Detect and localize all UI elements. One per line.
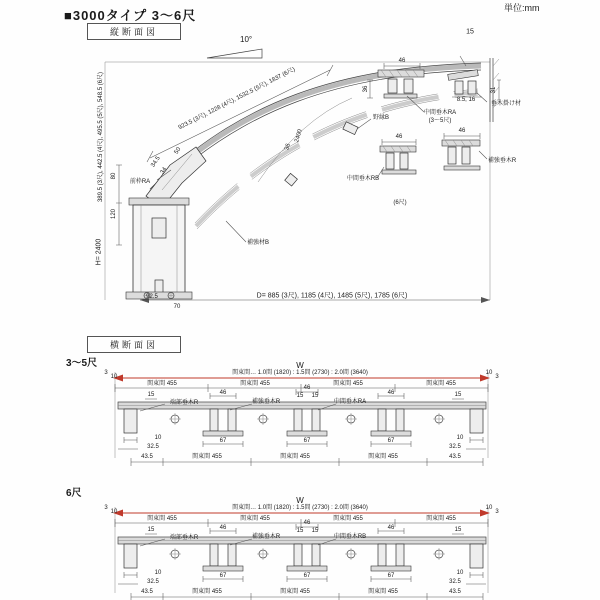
dim-46-left: 46 — [219, 390, 227, 396]
height-dim: H= 2400 — [95, 238, 103, 266]
seg-dim-3: 関東間 455 — [333, 381, 363, 387]
dim-10-right-6: 10 — [456, 570, 464, 576]
w-dim-label: W — [296, 361, 304, 370]
dim-46-mid: 46 — [303, 385, 311, 391]
seg-dim-4-6: 関東間 455 — [426, 516, 456, 522]
dim-46-left-6: 46 — [219, 525, 227, 531]
mid-rafter-label-6: 中間垂木RB — [333, 534, 367, 540]
dim-46-a: 46 — [398, 58, 406, 64]
dim-43-5-right: 43.5 — [449, 454, 461, 460]
dim-67-3-6: 67 — [387, 573, 395, 579]
dim-15-pair-a-6: 15 — [296, 528, 304, 534]
dim-67-1-6: 67 — [219, 573, 227, 579]
dim-46-b: 46 — [395, 134, 403, 140]
dim-15-right-6: 15 — [454, 527, 462, 533]
span-dim-label: 関東間… 1.0間 (1820) : 1.5間 (2730) : 2.0間 (3640) — [232, 370, 368, 376]
radius-dim: 2400 — [294, 128, 304, 144]
dim-70: 70 — [173, 304, 181, 310]
dim-32-5-left: 32.5 — [147, 444, 159, 450]
section-box-cross: 横断面図 — [87, 336, 181, 353]
end-rafter-label: 端部垂木R — [169, 400, 199, 406]
mid-rafter-rb-detail — [380, 139, 416, 174]
edge-dim-10-left-6: 10 — [110, 509, 118, 515]
dim-15-left-6: 15 — [147, 527, 155, 533]
dim-43-5-left-6: 43.5 — [141, 589, 153, 595]
front-frame-label: 前枠RA — [129, 179, 151, 185]
edge-dim-10-right-6: 10 — [485, 505, 493, 511]
bottom-seg-3: 関東間 455 — [368, 454, 398, 460]
edge-dim-10-right: 10 — [485, 370, 493, 376]
dim-32-5-right: 32.5 — [449, 444, 461, 450]
dim-46-right: 46 — [387, 390, 395, 396]
bottom-seg-2-6: 関東間 455 — [280, 589, 310, 595]
dim-15-pair-b-6: 15 — [311, 528, 319, 534]
radius-arc — [258, 98, 352, 182]
dim-67-3: 67 — [387, 438, 395, 444]
roof-panel-outer-arc — [150, 63, 481, 196]
subsection-title-6: 6尺 — [66, 488, 82, 499]
arc-dim-line — [147, 65, 333, 162]
angle-dim-label: 10° — [240, 35, 253, 44]
dim-10-right: 10 — [456, 435, 464, 441]
post — [126, 198, 192, 299]
dim-10-left-6: 10 — [154, 570, 162, 576]
section-box-longitudinal: 縦断面図 — [87, 23, 181, 40]
angle-wedge — [207, 49, 262, 58]
seg-dim-1-6: 関東間 455 — [147, 516, 177, 522]
dim-46-mid-6: 46 — [303, 520, 311, 526]
bottom-seg-3-6: 関東間 455 — [368, 589, 398, 595]
mid-rafter-rb-label: 中間垂木RB — [346, 176, 380, 182]
dim-32-5-left-6: 32.5 — [147, 579, 159, 585]
top-15-dim: 15 — [466, 28, 474, 36]
dim-46-c: 46 — [458, 128, 466, 134]
dim-31: 31 — [491, 86, 497, 94]
dim-34-5: 34.5 — [150, 155, 162, 169]
mid-rafter-label: 中間垂木RA — [333, 399, 367, 405]
reinforce-member-label: 補強材B — [246, 240, 270, 246]
dim-80: 80 — [111, 172, 117, 180]
reinforce-rafter-label: 補強垂木R — [487, 158, 517, 164]
edge-dim-3-right-6: 3 — [495, 509, 499, 515]
dim-10-left: 10 — [154, 435, 162, 441]
reinforce-rafter-detail — [442, 133, 480, 170]
dim-46-right-6: 46 — [387, 525, 395, 531]
dim-67-2-6: 67 — [303, 573, 311, 579]
dim-85-16: 8.5, 16 — [456, 97, 476, 103]
dim-92-5: 92.5 — [146, 294, 158, 300]
subsection-title-3-5: 3〜5尺 — [66, 358, 98, 369]
mid-rafter-rb-sub-label: (6尺) — [393, 200, 407, 206]
edge-dim-10-left: 10 — [110, 374, 118, 380]
page-title: ■3000タイプ 3〜6尺 — [64, 8, 197, 23]
longitudinal-drawing — [0, 40, 600, 325]
bottom-seg-1-6: 関東間 455 — [192, 589, 222, 595]
dim-15-left: 15 — [147, 392, 155, 398]
dim-15-right: 15 — [454, 392, 462, 398]
seg-dim-4: 関東間 455 — [426, 381, 456, 387]
edge-dim-3-right: 3 — [495, 374, 499, 380]
dim-43-5-left: 43.5 — [141, 454, 153, 460]
dim-50: 50 — [173, 146, 183, 156]
cross-section-drawing-6 — [0, 497, 600, 600]
seg-dim-2-6: 関東間 455 — [240, 516, 270, 522]
nobuchi-label: 野縁B — [372, 115, 390, 121]
dim-15-pair-b: 15 — [311, 393, 319, 399]
dim-34: 34 — [159, 166, 169, 176]
dim-32-5-right-6: 32.5 — [449, 579, 461, 585]
bottom-seg-2: 関東間 455 — [280, 454, 310, 460]
dim-36-rot: 36 — [284, 142, 292, 152]
mid-rafter-ra-label: 中間垂木RA — [423, 110, 457, 116]
dim-120: 120 — [111, 208, 117, 220]
seg-dim-1: 関東間 455 — [147, 381, 177, 387]
bottom-seg-1: 関東間 455 — [192, 454, 222, 460]
dim-67-2: 67 — [303, 438, 311, 444]
dim-15-pair-a: 15 — [296, 393, 304, 399]
edge-dim-3-left-6: 3 — [104, 505, 108, 511]
span-dim-label-6: 関東間… 1.0間 (1820) : 1.5間 (2730) : 2.0間 (3640) — [232, 505, 368, 511]
w-dim-label-6: W — [296, 496, 304, 505]
mid-rafter-ra-sub-label: (3〜5尺) — [428, 118, 452, 124]
reinforce-rafter-label-6: 補強垂木R — [251, 534, 281, 540]
dim-36: 36 — [363, 85, 369, 93]
seg-dim-2: 関東間 455 — [240, 381, 270, 387]
arc-length-dim: 923.5 (3尺), 1228 (4尺), 1532.5 (5尺), 1837 (6尺) — [177, 66, 297, 132]
rafter-hanger-label: 垂木掛け材 — [490, 101, 522, 107]
nobuchi-bracket — [343, 122, 358, 135]
height-steps-dim: 389.5 (3尺), 442.5 (4尺), 495.5 (5尺), 548.5 (6尺) — [98, 71, 104, 203]
edge-dim-3-left: 3 — [104, 370, 108, 376]
seg-dim-3-6: 関東間 455 — [333, 516, 363, 522]
unit-label: 単位:mm — [504, 3, 540, 13]
nobuchi-clip — [285, 173, 298, 186]
dim-67-1: 67 — [219, 438, 227, 444]
dim-43-5-right-6: 43.5 — [449, 589, 461, 595]
reinforce-rafter-label-x: 補強垂木R — [251, 399, 281, 405]
depth-dim: D= 885 (3尺), 1185 (4尺), 1485 (5尺), 1785 (6尺) — [256, 292, 408, 300]
end-rafter-label-6: 端部垂木R — [169, 535, 199, 541]
